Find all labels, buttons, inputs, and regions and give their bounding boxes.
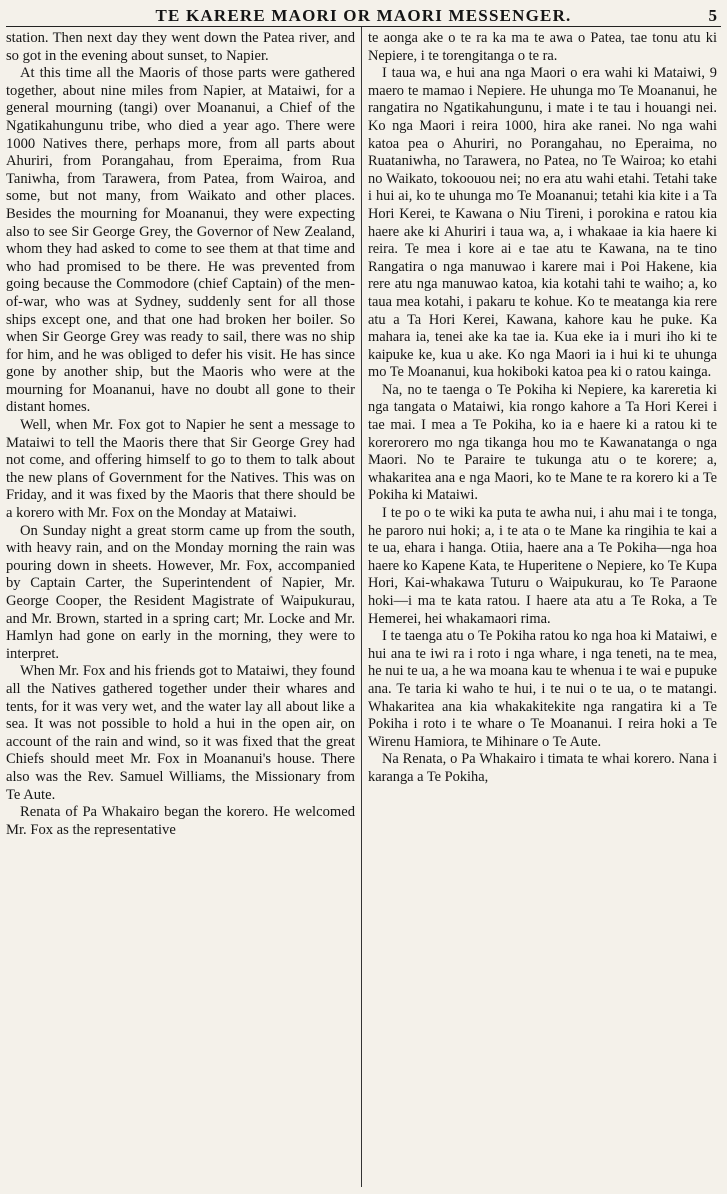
- maori-paragraph: I taua wa, e hui ana nga Maori o era wahi ki Mataiwi, 9 maero te mamao i Nepiere. He uhunga mo Te Moananui, he rangatira no Ngatikahungunu, i mate i te tau i houangi nei. Ko nga Maori i reira 1000, hira ake ranei. No nga wahi katoa pea o Ahuriri, no Porangahau, no Eperaima, no Ruataniwha, no Tarawera, no Patea, no Te Wairoa; ko etahi no Waikato, tokoouou nei; no era atu wahi etahi. Tetahi take i hui ai, ko te uhunga mo Te Moananui; tetahi kia kite i a Ta Hori Kerei, te Kawana o Niu Tireni, i porokina e ratou kia haere ake ki Ahuriri i taua wa, a, i whakaae ia kia haere ki reira. Te mea i kore ai e tae atu te Kawana, na te tino Rangatira o nga manuwao i karere mai i Poi Hakene, kia rere atu nga manuwao katoa, kia kotahi tahi te waiho; a, ko taua mea kotahi, i pakaru te kohue. Ko te meatanga kia rere atu a Ta Hori Kerei, Kawana, kahore kau he puke. Ka mahara ia, tenei ake ka tae ia. Kua eke ia i muri iho ki te kaipuke ke, kua u ake. Ko nga Maori ia i hui ki te uhunga mo Te Moananui, kua hokiboki katoa pea ki o ratou kainga.: [368, 65, 717, 381]
- english-paragraph: Well, when Mr. Fox got to Napier he sent a message to Mataiwi to tell the Maoris there that Sir George Grey had not come, and offering himself to go to them to talk about the new plans of Government for the Natives. This was on Friday, and it was fixed by the Maoris that there should be a korero with Mr. Fox on the Monday at Mataiwi.: [6, 417, 355, 522]
- english-paragraph: On Sunday night a great storm came up from the south, with heavy rain, and on the Monday morning the rain was pouring down in sheets. However, Mr. Fox, accompanied by Captain Carter, the Superintendent of Napier, Mr. George Cooper, the Resident Magistrate of Waipukurau, and Mr. Brown, started in a spring cart; Mr. Locke and Mr. Hamlyn had gone on early in the morning, they were to interpret.: [6, 522, 355, 662]
- english-paragraph: Renata of Pa Whakairo began the korero. He welcomed Mr. Fox as the representative: [6, 804, 355, 838]
- english-paragraph: station. Then next day they went down the Patea river, and so got in the evening about sunset, to Napier.: [6, 30, 355, 64]
- maori-paragraph: te aonga ake o te ra ka ma te awa o Patea, tae tonu atu ki Nepiere, i te torengitanga o te ra.: [368, 30, 717, 64]
- maori-paragraph: I te taenga atu o Te Pokiha ratou ko nga hoa ki Mataiwi, e hui ana te iwi ra i roto i nga whare, i nga teneti, na te mea, he nui te ua, a he wa moana kau te whenua i te wai e pupuke ana. Te taria ki waho te hui, i te nui o te ua, o te matangi. Whakaritea ana kia whakakitekite nga rangatira ki a Te Pokiha i roto i te whare o Te Moananui. I reira hoki a Te Wirenu Hamiora, te Mihinare o Te Aute.: [368, 628, 717, 750]
- text-columns: [6, 27, 721, 1187]
- masthead-title: TE KARERE MAORI OR MAORI MESSENGER.: [155, 6, 572, 25]
- english-paragraph: At this time all the Maoris of those parts were gathered together, about nine miles from Napier, at Mataiwi, for a general mourning (tangi) over Moananui, a Chief of the Ngatikahungunu tribe, who died a year ago. There were 1000 Natives there, perhaps more, from all parts about Ahuriri, from Porangahau, from Eperaima, from Rua Taniwha, from Tarawera, from Patea, from Wairoa, and some, but not many, from Waikato and other places. Besides the mourning for Moananui, they were expecting also to see Sir George Grey, the Governor of New Zealand, whom they had asked to come to see them at that time and who had promised to be there. He was prevented from going because the Commodore (chief Captain) of the men-of-war, who was at Sydney, suddenly sent for all those ships except one, and that one had broken her boiler. So when Sir George Grey was ready to sail, there was no ship for him, and he was obliged to defer his visit. He has since gone by another ship, but the Maoris who were at the mourning for Moananui, have no doubt all gone to their distant homes.: [6, 65, 355, 416]
- english-column: [6, 27, 361, 1187]
- maori-paragraph: Na Renata, o Pa Whakairo i timata te whai korero. Nana i karanga a Te Pokiha,: [368, 751, 717, 785]
- page-header: [6, 4, 721, 27]
- english-paragraph: When Mr. Fox and his friends got to Mataiwi, they found all the Natives gathered together under their whares and tents, for it was very wet, and the water lay all about like a sea. It was not possible to hold a hui in the open air, on account of the rain and wind, so it was fixed that the great Chiefs should meet Mr. Fox in Moananui's house. There also was the Rev. Samuel Williams, the Missionary from Te Aute.: [6, 663, 355, 803]
- maori-paragraph: Na, no te taenga o Te Pokiha ki Nepiere, ka kareretia ki nga tangata o Mataiwi, kia rongo kahore a Ta Hori Kerei i tae mai. I mea a Te Pokiha, ko ia e haere ki a ratou ki te korerorero mo nga tikanga hou mo te Kawanatanga o nga Maori. No te Paraire te tukunga atu o te korere; a, whakaritea ana e nga Maori, ko te Mane te ra korero ki a Te Pokiha ki Mataiwi.: [368, 381, 717, 504]
- maori-paragraph: I te po o te wiki ka puta te awha nui, i ahu mai i te tonga, he paroro nui hoki; a, i te ata o te Mane ka ringihia te kai a te ua, ehara i hanga. Otiia, haere ana a Te Pokiha—nga hoa haere ko Kapene Kata, te Huperitene o Nepiere, ko Te Kupa Hori, Kai-whakawa Tuturu o Waipukurau, ko Te Paraone hoki—i ma te kata ratou. I haere ata atu a Te Roka, a Te Hemerei, hei whakamaori rima.: [368, 505, 717, 627]
- page-number: 5: [708, 6, 717, 25]
- maori-column: [362, 27, 717, 1187]
